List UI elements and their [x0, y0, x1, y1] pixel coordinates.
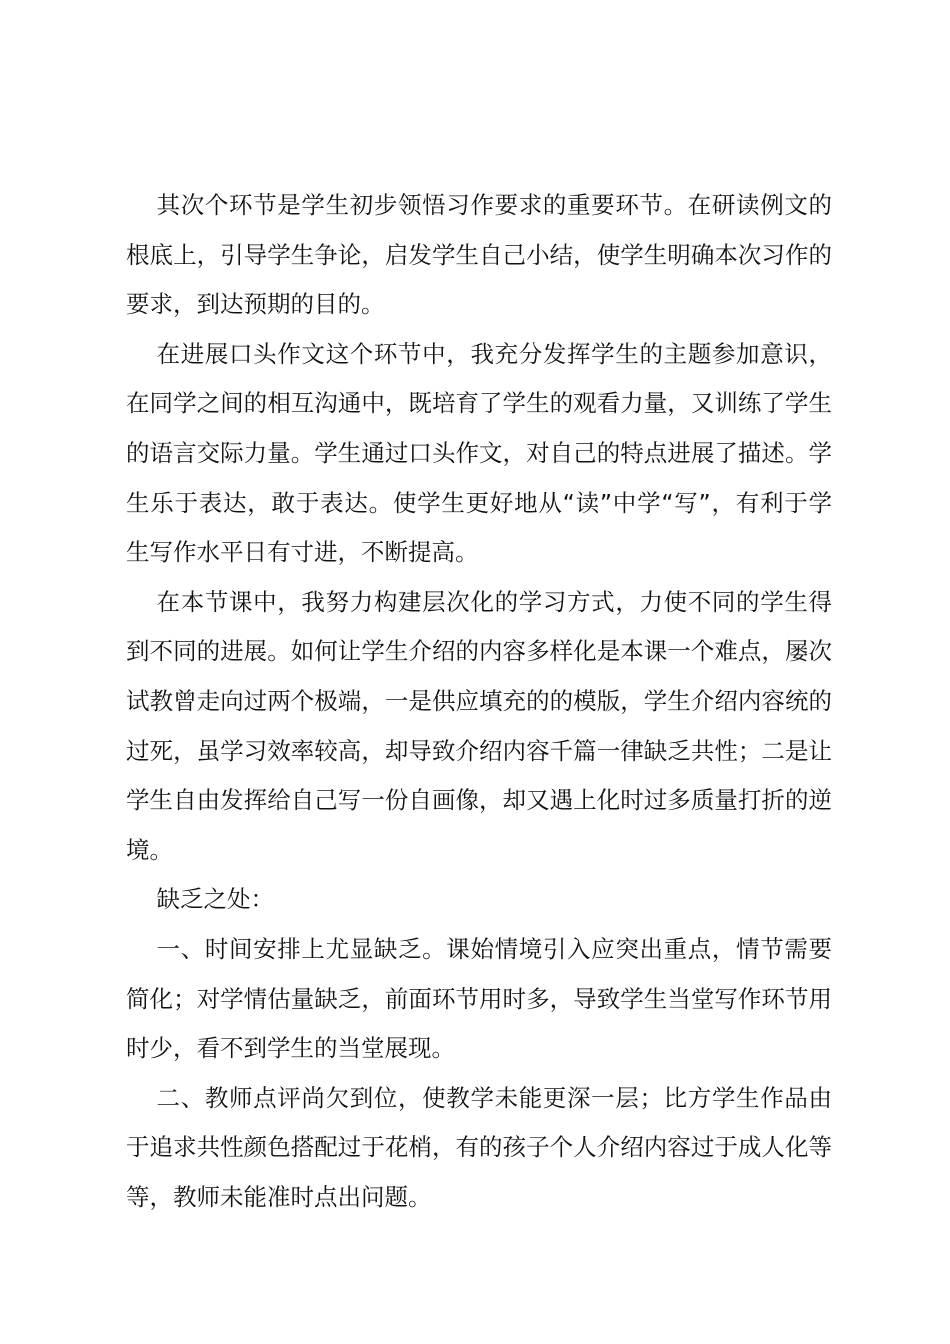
paragraph-shortcoming-1: 一、时间安排上尤显缺乏。课始情境引入应突出重点，情节需要简化；对学情估量缺乏，前面环节用时多，导致学生当堂写作环节用时少，看不到学生的当堂展现。 [126, 934, 832, 1063]
paragraph-1: 其次个环节是学生初步领悟习作要求的重要环节。在研读例文的根底上，引导学生争论，启发学生自己小结，使学生明确本次习作的要求，到达预期的目的。 [126, 191, 832, 319]
document-body [126, 181, 832, 1222]
paragraph-2: 在进展口头作文这个环节中，我充分发挥学生的主题参加意识，在同学之间的相互沟通中，既培育了学生的观看力量，又训练了学生的语言交际力量。学生通过口头作文，对自己的特点进展了描述。学生乐于表达，敢于表达。使学生更好地从“读”中学“写”，有利于学生写作水平日有寸进，不断提高。 [126, 339, 832, 567]
paragraph-shortcoming-2: 二、教师点评尚欠到位，使教学未能更深一层；比方学生作品由于追求共性颜色搭配过于花梢，有的孩子个人介绍内容过于成人化等等，教师未能准时点出问题。 [126, 1083, 832, 1211]
paragraph-3: 在本节课中，我努力构建层次化的学习方式，力使不同的学生得到不同的进展。如何让学生介绍的内容多样化是本课一个难点，屡次试教曾走向过两个极端，一是供应填充的的模版，学生介绍内容统的过死，虽学习效率较高，却导致介绍内容千篇一律缺乏共性；二是让学生自由发挥给自己写一份自画像，却又遇上化时过多质量打折的逆境。 [126, 587, 832, 864]
section-heading-shortcomings: 缺乏之处： [156, 885, 275, 914]
